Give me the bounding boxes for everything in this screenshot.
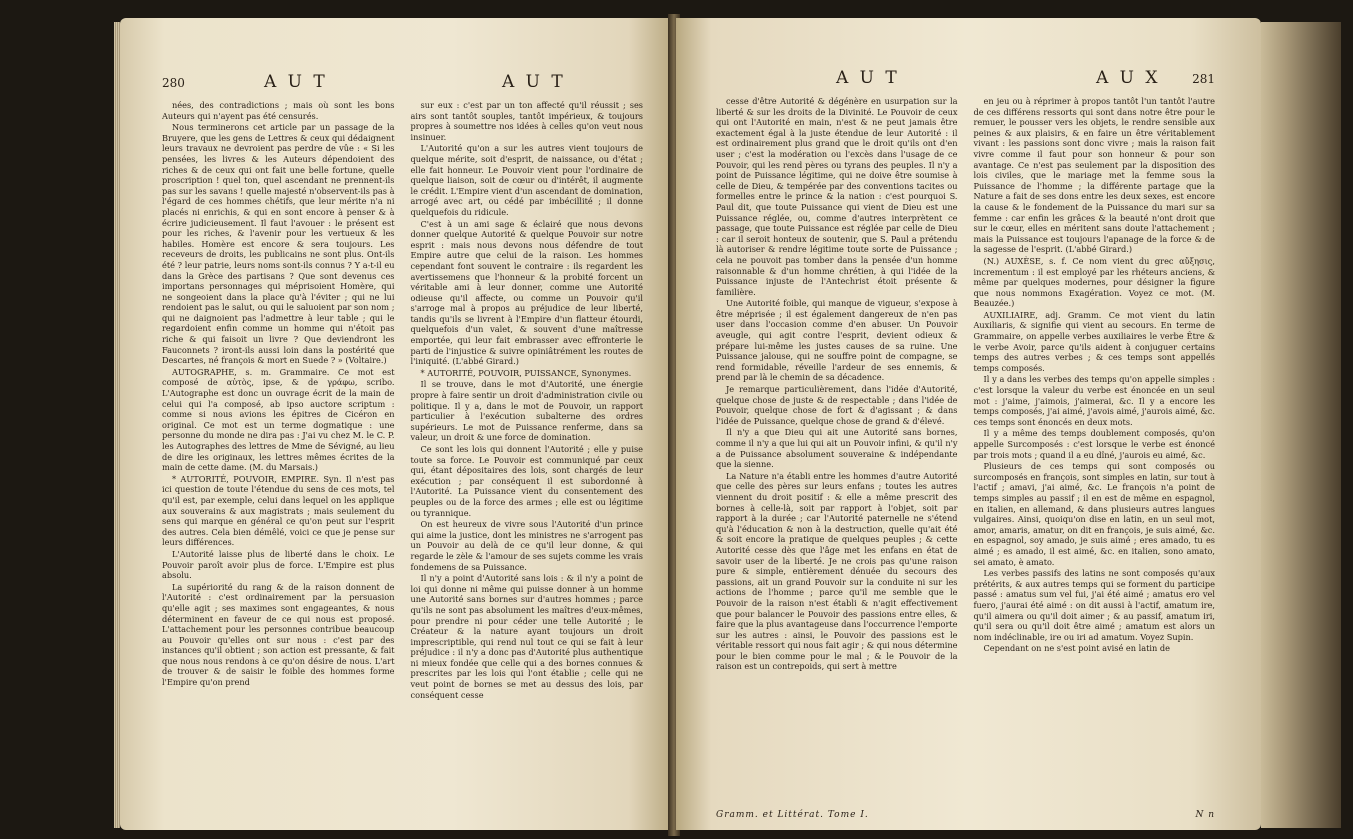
- paragraph: L'Autorité laisse plus de liberté dans le choix. Le Pouvoir paroît avoir plus de force. L'Empire est plus absolu.: [162, 548, 395, 581]
- left-column-1: [162, 100, 395, 701]
- paragraph: Il y a même des temps doublement composés, qu'on appelle Surcomposés : c'est lorsque le verbe est énoncé par trois mots ; quand il a eu dîné, j'aurois eu aimé, &c.: [973, 428, 1215, 460]
- entry-autographe: AUTOGRAPHE, s. m. Grammaire. Ce mot est composé de αὐτὸς, ipse, & de γράφω, scribo. L'Autographe est donc un ouvrage écrit de la main de celui qui l'a composé, ab ipso auctore scriptum : comme si nous avions les épitres de Cicéron en original. Ce mot est un terme dogmatique : une personne du monde ne dira pas : J'ai vu chez M. le C. P. les Autographes des lettres de Mme de Sévigné, au lieu de dire les originaux, les lettres mêmes écrites de la main de cette dame. (M. du Marsais.): [162, 366, 395, 473]
- paragraph: cesse d'être Autorité & dégénère en usurpation sur la liberté & sur les droits de la Divinité. Le Pouvoir de ceux qui ont l'Autorité en main, n'est & ne peut jamais être exactement égal à la juste étendue de leur Autorité : il est ordinairement plus grand que le droit qu'ils ont d'en user ; c'est la modération ou l'excès dans l'usage de ce Pouvoir, qui les rend pères ou tyrans des peuples. Il n'y a point de Puissance légitime, qui ne doive être soumise à celle de Dieu, & tempérée par des conventions tacites ou formelles entre le prince & la nation : c'est pourquoi S. Paul dit, que toute Puissance qui vient de Dieu est une Puissance réglée, ou, comme d'autres interprètent ce passage, que toute Puissance est réglée par celle de Dieu : car il seroit honteux de soutenir, que S. Paul a prétendu là autoriser & rendre légitime toute sorte de Puissance ; cela ne pouvoit pas tomber dans la pensée d'un homme raisonnable & d'un homme chrétien, à qui l'idée de la Puissance injuste de l'Antechrist étoit présente & familière.: [716, 96, 958, 297]
- paragraph: Nous terminerons cet article par un passage de la Bruyere, que les gens de Lettres & ceux qui dédaignent leurs travaux ne devroient pas perdre de vûe : « Si les pensées, les livres & les Auteurs dépendoient des riches & de ceux qui ont fait une belle fortune, quelle proscription ! quel ton, quel ascendant ne prennent-ils pas sur les savans ! quelle majesté n'observent-ils pas à l'égard de ces hommes chétifs, que leur mérite n'a ni placés ni enrichis, & qui en sont encore à penser & à écrire judicieusement. Il faut l'avouer : le présent est pour les riches, & l'avenir pour les vertueux & les habiles. Homère est encore & sera toujours. Les receveurs de droits, les publicains ne sont plus. Ont-ils été ? leur patrie, leurs noms sont-ils connus ? Y a-t-il eu dans la Grèce des partisans ? Que sont devenus ces importans personnages qui méprisoient Homère, qui ne songeoient dans la place qu'à l'éviter ; qui ne lui rendoient pas le salut, ou qui le saluoient par son nom ; qui ne daignoient pas l'admettre à leur table ; qui le regardoient enfin comme un homme qui n'étoit pas riche & qui faisoit un livre ? Que deviendront les Fauconnets ? iront-ils aussi loin dans la postérité que Descartes, né françois & mort en Suede ? » (Voltaire.): [162, 122, 395, 366]
- entry-auxiliaire: AUXILIAIRE, adj. Gramm. Ce mot vient du latin Auxiliaris, & signifie qui vient au secours. En terme de Grammaire, on appelle verbes auxiliaires le verbe Être & le verbe Avoir, parce qu'ils aident à conjuguer certains temps des autres verbes ; & ces temps sont appellés temps composés.: [973, 309, 1215, 373]
- paragraph: Il n'y a que Dieu qui ait une Autorité sans bornes, comme il n'y a que lui qui ait un Pouvoir infini, & qu'il n'y a de Puissance absolument souveraine & indépendante que la sienne.: [716, 427, 958, 470]
- paragraph: Une Autorité foible, qui manque de vigueur, s'expose à être méprisée ; il est également dangereux de n'en pas user dans l'occasion comme d'en abuser. Un Pouvoir aveugle, qui agit contre l'esprit, devient odieux & prépare lui-même les justes causes de sa ruine. Une Puissance jalouse, qui ne souffre point de compagne, se rend formidable, réveille l'ardeur de ses ennemis, & prend par là le chemin de sa décadence.: [716, 298, 958, 383]
- paragraph: Ce sont les lois qui donnent l'Autorité ; elle y puise toute sa force. Le Pouvoir est communiqué par ceux qui, étant dépositaires des lois, sont chargés de leur exécution ; par conséquent il est subordonné à l'Autorité. La Puissance vient du consentement des peuples ou de la force des armes ; elle est ou légitime ou tyrannique.: [410, 444, 643, 518]
- right-running-head-word-2: A U X: [1096, 68, 1161, 88]
- right-column-1: [716, 96, 958, 673]
- signature-mark: N n: [1195, 810, 1215, 820]
- left-page-number: 280: [162, 76, 185, 90]
- right-running-head-word-1: A U T: [836, 68, 900, 88]
- book-page-edges-right: [1261, 22, 1341, 828]
- entry-autorite-pouvoir-puissance: * AUTORITÉ, POUVOIR, PUISSANCE, Synonymes.: [420, 367, 632, 378]
- paragraph: Les verbes passifs des latins ne sont composés qu'aux prétérits, & aux autres temps qui se forment du participe passé : amatus sum vel fui, j'ai été aimé ; amatus ero vel fuero, j'aurai été aimé : on dit aussi à l'actif, amatum ire, qu'il aimera ou qu'il doit aimer ; & au passif, amatum iri, qu'il sera ou qu'il doit être aimé ; amatum est alors un nom indéclinable, ire ou iri ad amatum. Voyez Supin.: [973, 568, 1215, 642]
- left-running-head-word-1: A U T: [264, 72, 328, 92]
- paragraph: C'est à un ami sage & éclairé que nous devons donner quelque Autorité & quelque Pouvoir sur notre esprit : mais nous devons nous défendre de tout Empire autre que celui de la raison. Les hommes cependant font souvent le contraire : ils regardent les avertissemens que l'honneur & la probité forcent un véritable ami à leur donner, comme une Autorité odieuse qu'il affecte, ou comme un Pouvoir qu'il s'arroge mal à propos au préjudice de leur liberté, tandis qu'ils se livrent à l'Empire d'un flatteur étourdi, quelquefois d'un valet, & souvent d'une maîtresse emportée, qui leur fait embrasser avec effronterie le parti de l'injustice & suivre opiniâtrément les routes de l'iniquité. (L'abbé Girard.): [410, 218, 643, 367]
- right-column-2: [974, 96, 1216, 673]
- entry-auxese: (N.) AUXÈSE, s. f. Ce nom vient du grec αὔξησις, incrementum : il est employé par les rhéteurs anciens, & même par quelques modernes, pour désigner la figure que nous nommons Exagération. Voyez ce mot. (M. Beauzée.): [973, 255, 1215, 309]
- paragraph: On est heureux de vivre sous l'Autorité d'un prince qui aime la justice, dont les ministres ne s'arrogent pas un Pouvoir au delà de ce qu'il leur donne, & qui regarde le zèle & l'amour de ses sujets comme les vrais fondemens de sa Puissance.: [410, 519, 643, 572]
- page-footer: Gramm. et Littérat. Tome I.: [716, 810, 869, 820]
- entry-autorite-pouvoir-empire: * AUTORITÉ, POUVOIR, EMPIRE. Syn. Il n'est pas ici question de toute l'étendue du sens de ces mots, tel qu'il est, par exemple, celui dans lequel on les applique aux souverains & aux magistrats ; mais seulement du sens qui marque en général ce qu'on peut sur l'esprit des autres. Cela bien démêlé, voici ce que je pense sur leurs différences.: [162, 473, 395, 548]
- paragraph: Il n'y a point d'Autorité sans lois : & il n'y a point de loi qui donne ni même qui puisse donner à un homme une Autorité sans bornes sur d'autres hommes ; parce qu'ils ne sont pas absolument les maîtres d'eux-mêmes, pour prendre ni pour céder une telle Autorité ; le Créateur & la nature ayant toujours un droit imprescriptible, qui rend nul tout ce qui se fait à leur préjudice : il n'y a donc pas d'Autorité plus authentique ni mieux fondée que celle qui a des bornes connues & prescrites par les lois qui l'ont établie ; celle qui ne veut point de bornes se met au dessus des lois, par conséquent cesse: [410, 573, 643, 700]
- paragraph: Il y a dans les verbes des temps qu'on appelle simples : c'est lorsque la valeur du verbe est énoncée en un seul mot : j'aime, j'aimois, j'aimerai, &c. Il y a encore les temps composés, j'ai aimé, j'avois aimé, j'aurois aimé, &c. ces temps sont énoncés en deux mots.: [973, 374, 1215, 427]
- right-running-head: [716, 66, 1215, 96]
- paragraph: L'Autorité qu'on a sur les autres vient toujours de quelque mérite, soit d'esprit, de naissance, ou d'état ; elle fait honneur. Le Pouvoir vient pour l'ordinaire de quelque liaison, soit de cœur ou d'intérêt, il augmente le crédit. L'Empire vient d'un ascendant de domination, arrogé avec art, ou cédé par imbécillité ; il donne quelquefois du ridicule.: [410, 143, 643, 217]
- left-page: [120, 18, 673, 830]
- right-page: [676, 18, 1261, 830]
- paragraph: Je remarque particulièrement, dans l'idée d'Autorité, quelque chose de juste & de respectable ; dans l'idée de Pouvoir, quelque chose de fort & d'agissant ; & dans l'idée de Puissance, quelque chose de grand & d'élevé.: [716, 384, 958, 426]
- right-page-number: 281: [1192, 72, 1215, 86]
- paragraph: en jeu ou à réprimer à propos tantôt l'un tantôt l'autre de ces différens ressorts qui sont dans notre être pour le remuer, le pousser vers les objets, le rendre sensible aux peines & aux plaisirs, & en faire un être véritablement vivant : les passions sont donc vivre ; mais la raison fait vivre comme il faut pour son honneur & pour son avantage. Ce n'est pas seulement par la disposition des lois civiles, que le mariage met la femme sous la Puissance de l'homme ; la différente partage que la Nature a fait de ses dons entre les deux sexes, est encore la cause & le fondement de la Puissance du mari sur sa femme : car enfin les grâces & la beauté n'ont droit que sur le cœur, elles en méritent sans doute l'attachement ; mais la Puissance est toujours l'apanage de la force & de la sagesse de l'esprit. (L'abbé Girard.): [973, 96, 1215, 255]
- left-running-head: [162, 70, 643, 100]
- paragraph: Cependant on ne s'est point avisé en latin de: [983, 643, 1170, 654]
- paragraph: Plusieurs de ces temps qui sont composés ou surcomposés en françois, sont simples en latin, sur tout à l'actif ; amavi, j'ai aimé, &c. Le françois n'a point de temps simples au passif ; il en est de même en espagnol, en italien, en allemand, & dans plusieurs autres langues vulgaires. Ainsi, quoiqu'on dise en latin, en un seul mot, amor, amaris, amatur, on dit en françois, je suis aimé, &c. en espagnol, soy amado, je suis aimé ; eres amado, tu es aimé ; es amado, il est aimé, &c. en italien, sono amato, sei amato, è amato.: [973, 461, 1215, 567]
- left-running-head-word-2: A U T: [502, 72, 566, 92]
- paragraph: sur eux : c'est par un ton affecté qu'il réussit ; ses airs sont tantôt souples, tantôt impérieux, & toujours propres à soumettre nos idées à celles qu'on veut nous insinuer.: [410, 100, 643, 142]
- paragraph: La Nature n'a établi entre les hommes d'autre Autorité que celle des pères sur leurs enfans ; toutes les autres viennent du droit positif : & elle a même prescrit des bornes à celle-là, soit par rapport à l'objet, soit par rapport à la durée ; car l'Autorité paternelle ne s'étend qu'à l'éducation & non à la destruction, quelle qu'ait été & soit encore la pratique de quelques peuples ; & cette Autorité cesse dès que l'âge met les enfans en état de savoir user de la liberté. Je ne crois pas qu'une raison pure & simple, entièrement dénuée du secours des passions, ait un grand Pouvoir sur la conduite ni sur les actions de l'homme ; parce qu'il me semble que le Pouvoir de la raison n'est établi & n'agit effectivement que pour balancer le Pouvoir des passions entre elles, & faire que la plus avantageuse dans l'occurrence l'emporte sur les autres : ainsi, le Pouvoir des passions est le véritable ressort qui nous fait agir ; & qui nous détermine pour le bien comme pour le mal ; & le Pouvoir de la raison est un contrepoids, qui sert à mettre: [716, 470, 958, 672]
- paragraph: nées, des contradictions ; mais où sont les bons Auteurs qui n'ayent pas été censurés.: [162, 100, 395, 121]
- left-column-2: [411, 100, 644, 701]
- paragraph: Il se trouve, dans le mot d'Autorité, une énergie propre à faire sentir un droit d'administration civile ou politique. Il y a, dans le mot de Pouvoir, un rapport particulier à l'exécution subalterne des ordres supérieurs. Le mot de Puissance renferme, dans sa valeur, un droit & une force de domination.: [410, 379, 643, 443]
- paragraph: La supériorité du rang & de la raison donnent de l'Autorité : c'est ordinairement par la persuasion qu'elle agit ; ses maximes sont engageantes, & nous déterminent en faveur de ce qui nous est proposé. L'attachement pour les personnes contribue beaucoup au Pouvoir qu'elles ont sur nous : c'est par des instances qu'il obtient ; son action est pressante, & fait que nous nous rendons à ce qu'on désire de nous. L'art de trouver & de saisir le foible des hommes forme l'Empire qu'on prend: [162, 581, 395, 688]
